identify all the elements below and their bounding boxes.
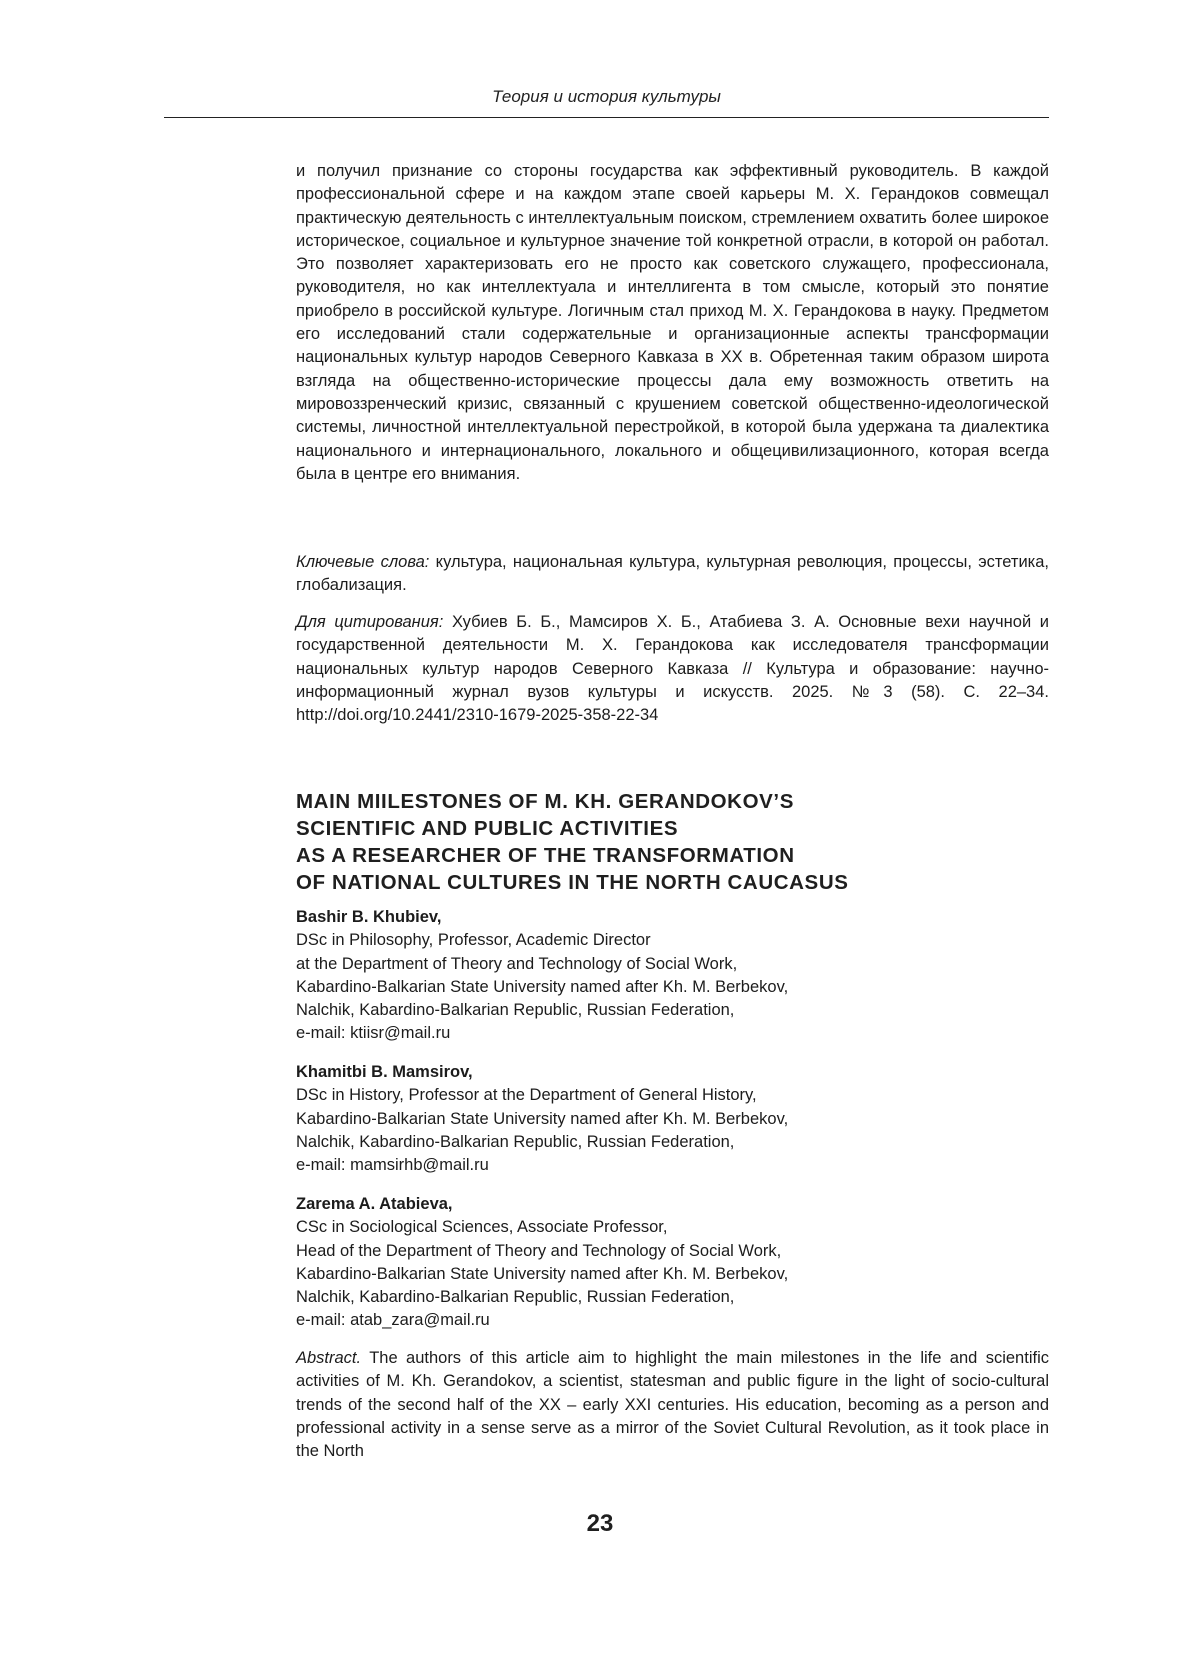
author-name: Khamitbi B. Mamsirov,: [296, 1063, 473, 1081]
author-name: Bashir B. Khubiev,: [296, 908, 442, 926]
keywords-label: Ключевые слова:: [296, 553, 430, 571]
abstract-text: The authors of this article aim to highlight the main milestones in the life and scientific activities of M. Kh. Gerandokov, a scientist, statesman and public figure in the light of socio-cultural trends of the second half of the XX – early XXI centuries. His education, becoming as a person and professional activity in a sense serve as a mirror of the Soviet Cultural Revolution, as it took place in the North: [296, 1349, 1049, 1461]
author-block-khubiev: [296, 906, 1049, 1046]
citation-label: Для цитирования:: [296, 613, 444, 631]
author-block-mamsirov: [296, 1061, 1049, 1177]
citation: [296, 611, 1049, 727]
author-affiliation-line: DSc in Philosophy, Professor, Academic Director: [296, 931, 651, 950]
author-affiliation-line: Nalchik, Kabardino-Balkarian Republic, Russian Federation,: [296, 1288, 735, 1307]
author-affiliation-line: Nalchik, Kabardino-Balkarian Republic, Russian Federation,: [296, 1132, 735, 1151]
russian-keywords: [296, 551, 1049, 598]
author-affiliation-line: CSc in Sociological Sciences, Associate Professor,: [296, 1218, 668, 1237]
author-affiliation-line: Head of the Department of Theory and Technology of Social Work,: [296, 1241, 782, 1260]
page-number: 23: [586, 1510, 614, 1537]
author-affiliation-line: DSc in History, Professor at the Department of General History,: [296, 1086, 757, 1105]
author-block-atabieva: [296, 1193, 1049, 1333]
author-affiliation-line: Kabardino-Balkarian State University named after Kh. M. Berbekov,: [296, 1109, 789, 1128]
author-affiliation-line: Kabardino-Balkarian State University named after Kh. M. Berbekov,: [296, 977, 789, 996]
abstract-label: Abstract.: [296, 1349, 362, 1367]
english-abstract: [296, 1347, 1049, 1463]
author-affiliation-line: at the Department of Theory and Technology of Social Work,: [296, 954, 738, 973]
english-title-line: AS A RESEARCHER OF THE TRANSFORMATION: [296, 844, 795, 867]
english-title-line: SCIENTIFIC AND PUBLIC ACTIVITIES: [296, 817, 679, 840]
author-affiliation-line: Nalchik, Kabardino-Balkarian Republic, Russian Federation,: [296, 1001, 735, 1020]
author-email: e-mail: ktiisr@mail.ru: [296, 1024, 451, 1043]
english-title: [296, 788, 1049, 896]
citation-text: Хубиев Б. Б., Мамсиров Х. Б., Атабиева З. А. Основные вехи научной и государственной деятельности М. Х. Герандокова как исследователя трансформации национальных культур народов Северного Кавказа // Культура и образование: научно-информационный журнал вузов культуры и искусств. 2025. №3 (58). С. 22–34. http://doi.org/10.2441/2310-1679-2025-358-22-34: [296, 613, 1050, 725]
author-name: Zarema A. Atabieva,: [296, 1195, 453, 1213]
english-title-line: OF NATIONAL CULTURES IN THE NORTH CAUCASUS: [296, 871, 849, 894]
english-title-line: MAIN MIILESTONES OF M. KH. GERANDOKOV’S: [296, 790, 794, 813]
author-email: e-mail: atab_zara@mail.ru: [296, 1311, 490, 1330]
russian-abstract: и получил признание со стороны государства как эффективный руководитель. В каждой профессиональной сфере и на каждом этапе своей карьеры М. Х. Герандоков совмещал практическую деятельность с интеллектуальным поиском, стремлением охватить более широкое историческое, социальное и культурное значение той конкретной отрасли, в которой он работал. Это позволяет характеризовать его не просто как советского служащего, профессионала, руководителя, но как интеллектуала и интеллигента в том смысле, который это понятие приобрело в российской культуре. Логичным стал приход М. Х. Герандокова в науку. Предметом его исследований стали содержательные и организационные аспекты трансформации национальных культур народов Северного Кавказа в ХХ в. Обретенная таким образом широта взгляда на общественно-исторические процессы дала ему возможность ответить на мировоззренческий кризис, связанный с крушением советской общественно-идеологической системы, личностной интеллектуальной перестройкой, в которой была удержана та диалектика национального и интернационального, локального и общецивилизационного, которая всегда была в центре его внимания.: [296, 162, 1049, 483]
author-email: e-mail: mamsirhb@mail.ru: [296, 1156, 489, 1175]
running-header: Теория и история культуры: [492, 87, 721, 106]
author-affiliation-line: Kabardino-Balkarian State University named after Kh. M. Berbekov,: [296, 1264, 789, 1283]
header-divider: [164, 117, 1049, 118]
keywords-text: культура, национальная культура, культурная революция, процессы, эстетика, глобализация.: [296, 553, 1049, 595]
